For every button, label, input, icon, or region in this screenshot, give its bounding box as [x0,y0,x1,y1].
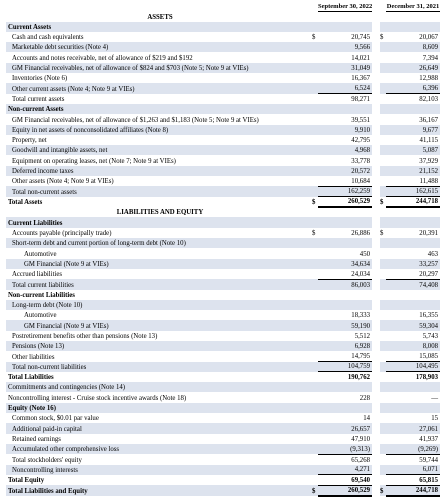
value-prior: 6,071 [386,465,440,475]
row-label: Total Liabilities [8,374,54,382]
value-current: 33,778 [351,157,370,165]
value-prior: 16,355 [419,312,438,320]
value-prior: 162,615 [386,186,440,196]
value-current: 9,910 [318,125,372,135]
value-prior: — [431,394,438,402]
section-title-row [6,207,440,217]
value-current: 65,268 [318,454,372,464]
value-prior [386,290,440,300]
row-label: Inventories (Note 6) [12,75,68,83]
row-label: Marketable debt securities (Note 4) [6,42,312,52]
column-gap [372,176,380,186]
column-gap [372,362,380,372]
column-gap [372,217,380,227]
line-item-row [6,372,440,382]
line-item-row [6,42,440,52]
column-gap [372,94,380,104]
value-current [318,238,372,248]
line-item-row [6,73,440,83]
line-item-row [6,238,440,248]
value-current: 104,759 [318,362,372,372]
value-prior: 6,396 [386,83,440,93]
value-prior: 82,103 [386,94,440,104]
row-label: Total Equity [8,477,45,485]
column-gap [372,372,380,382]
value-prior: 26,649 [386,63,440,73]
row-label: Goodwill and intangible assets, net [6,145,312,155]
value-current: 26,886 [351,230,370,238]
value-prior: 20,067 [419,34,438,42]
value-prior: (9,269) [386,444,440,454]
value-current [318,382,372,392]
value-prior: 59,744 [386,454,440,464]
row-label: Total Liabilities and Equity [6,485,312,496]
column-gap [372,485,380,496]
value-prior: 8,008 [386,341,440,351]
currency-symbol: $ [312,34,316,42]
column-gap [372,403,380,413]
row-label: Accrued liabilities [12,271,63,279]
row-label: Pensions (Note 13) [6,341,312,351]
column-gap [372,114,380,124]
column-gap [372,290,380,300]
row-label: GM Financial (Note 9 at VIEs) [6,259,312,269]
column-gap [372,155,380,165]
column-gap [372,434,380,444]
value-current [318,290,372,300]
column-gap [372,454,380,464]
value-current: 86,003 [318,279,372,289]
value-current: (9,313) [318,444,372,454]
value-prior: 41,115 [419,137,438,145]
value-prior: 178,903 [386,372,440,382]
column-header-row [6,1,440,11]
value-current: 4,968 [318,145,372,155]
section-header-row [6,217,440,227]
row-label: Automotive [24,250,57,258]
row-label: Short-term debt and current portion of long-term debt (Note 10) [6,238,312,248]
column-gap [372,73,380,83]
row-label: Noncontrolling interest - Cruise stock incentive awards (Note 18) [8,394,187,402]
value-prior: 59,304 [386,320,440,330]
column-gap [372,11,380,21]
column-gap [372,423,380,433]
value-current [318,217,372,227]
value-prior: 244,718 [386,197,440,208]
line-item-row [6,351,440,361]
value-prior: 15,085 [419,353,438,361]
column-gap [372,83,380,93]
line-item-row [6,259,440,269]
value-prior [386,300,440,310]
value-prior [386,382,440,392]
column-gap [372,145,380,155]
value-prior: 65,815 [386,475,440,485]
value-current: 39,551 [351,116,370,124]
line-item-row [6,362,440,372]
value-current: 26,657 [318,423,372,433]
value-current: 260,529 [318,197,372,208]
value-prior [386,217,440,227]
currency-symbol: $ [312,230,316,238]
row-label: ASSETS [147,13,173,21]
value-prior: 244,718 [386,485,440,496]
value-current: 20,745 [351,34,370,42]
value-current: 98,271 [318,94,372,104]
line-item-row [6,94,440,104]
line-item-row [6,186,440,196]
row-label: Total current assets [12,95,65,103]
line-item-row [6,52,440,62]
row-label: Common stock, $0.01 par value [12,415,99,423]
line-item-row [6,114,440,124]
section-title-row [6,11,440,21]
value-prior [386,207,440,217]
line-item-row [6,413,440,423]
column-gap [372,341,380,351]
value-prior: 5,743 [422,333,438,340]
column-gap [372,228,380,238]
value-prior: 12,988 [419,75,438,83]
row-label: Other liabilities [12,353,55,361]
column-gap [372,32,380,42]
value-prior [386,104,440,114]
section-header-row [6,403,440,413]
line-item-row [6,197,440,208]
line-item-row [6,320,440,330]
value-current [318,403,372,413]
column-gap [372,320,380,330]
line-item-row [6,269,440,279]
line-item-row [6,444,440,454]
value-prior: 15 [431,415,438,423]
section-header-row [6,22,440,32]
value-current: 59,190 [318,320,372,330]
line-item-row [6,465,440,475]
line-item-row [6,166,440,176]
row-label: Other current assets (Note 4; Note 9 at VIEs) [6,83,312,93]
value-prior: 5,087 [386,145,440,155]
value-prior: 463 [427,250,438,258]
column-gap [372,248,380,258]
column-gap [372,166,380,176]
value-prior: 20,391 [419,230,438,238]
line-item-row [6,135,440,145]
column-gap [372,259,380,269]
row-label: Current Assets [6,22,312,32]
value-prior: 33,257 [386,259,440,269]
row-label: Total current liabilities [6,279,312,289]
column-gap [372,392,380,402]
value-current: 42,795 [351,137,370,145]
column-gap [372,351,380,361]
value-prior [386,11,440,21]
row-label: Total Assets [8,199,43,207]
row-label: Total non-current liabilities [6,362,312,372]
section-header-row [6,104,440,114]
line-item-row [6,63,440,73]
column-gap [372,207,380,217]
row-label: Total non-current assets [6,186,312,196]
value-current [318,11,372,21]
value-prior: 11,488 [419,177,438,185]
row-label: Accumulated other comprehensive loss [6,444,312,454]
column-gap [372,238,380,248]
value-current: 20,572 [318,166,372,176]
line-item-row [6,176,440,186]
column-header-current: September 30, 2022 [318,2,372,10]
column-gap [372,197,380,208]
row-label: GM Financial receivables, net of allowance of $1,263 and $1,183 (Note 5; Note 9 at VIEs) [12,116,259,124]
row-label: GM Financial (Note 9 at VIEs) [6,320,312,330]
row-label: Deferred income taxes [6,166,312,176]
value-prior: 36,167 [419,116,438,124]
value-current: 450 [359,250,370,258]
line-item-row [6,454,440,464]
column-gap [372,269,380,279]
column-gap [372,63,380,73]
column-gap [372,382,380,392]
line-item-row [6,485,440,496]
currency-symbol: $ [380,34,384,42]
value-current: 69,540 [318,475,372,485]
value-current: 10,684 [351,177,370,185]
column-gap [372,279,380,289]
value-current: 9,566 [318,42,372,52]
column-gap [372,52,380,62]
value-current: 34,634 [318,259,372,269]
value-prior: 27,061 [386,423,440,433]
value-prior [386,22,440,32]
value-current: 14 [363,415,370,423]
row-label: Other assets (Note 4; Note 9 at VIEs) [12,178,114,186]
row-label: Non-current Liabilities [8,291,75,299]
value-current: 4,271 [318,465,372,475]
row-label: LIABILITIES AND EQUITY [116,209,204,217]
row-label: Equipment on operating leases, net (Note 7; Note 9 at VIEs) [12,157,176,165]
value-current: 190,762 [318,372,372,382]
value-prior [386,403,440,413]
value-current [318,22,372,32]
line-item-row [6,32,440,42]
line-item-row [6,475,440,485]
line-item-row [6,248,440,258]
line-item-row [6,145,440,155]
value-current: 47,910 [351,435,370,443]
value-prior: 20,297 [419,270,438,278]
value-current: 6,928 [318,341,372,351]
line-item-row [6,155,440,165]
value-current: 228 [359,394,370,402]
currency-symbol: $ [380,230,384,238]
column-header-prior: December 31, 2021 [386,2,440,10]
column-gap [372,135,380,145]
row-label: Accounts payable (principally trade) [12,230,112,238]
value-current: 14,021 [351,54,370,62]
column-gap [372,310,380,320]
value-current: 31,049 [318,63,372,73]
value-prior: 9,677 [386,125,440,135]
column-gap [372,42,380,52]
column-gap [372,413,380,423]
value-current: 14,795 [351,353,370,361]
row-label: Total stockholders' equity [12,456,82,464]
column-gap [372,125,380,135]
value-prior: 74,408 [386,279,440,289]
value-current: 24,034 [351,270,370,278]
column-gap [372,22,380,32]
row-label: Equity (Note 16) [6,403,312,413]
row-label: Noncontrolling interests [6,465,312,475]
row-label: GM Financial receivables, net of allowance of $824 and $703 (Note 5; Note 9 at VIEs) [6,63,312,73]
line-item-row [6,279,440,289]
line-item-row [6,423,440,433]
line-item-row [6,228,440,238]
value-current: 5,512 [354,333,370,340]
row-label: Commitments and contingencies (Note 14) [6,382,312,392]
row-label: Postretirement benefits other than pensions (Note 13) [12,333,158,340]
column-gap [372,465,380,475]
row-label: Long-term debt (Note 10) [6,300,312,310]
column-gap [372,300,380,310]
currency-symbol: $ [380,485,386,496]
line-item-row [6,434,440,444]
line-item-row [6,300,440,310]
value-prior: 8,609 [386,42,440,52]
row-label: Non-current Assets [6,104,312,114]
column-gap [372,444,380,454]
value-current: 16,367 [351,75,370,83]
line-item-row [6,382,440,392]
value-current: 18,333 [351,312,370,320]
currency-symbol: $ [312,485,318,496]
row-label: Cash and cash equivalents [12,34,84,42]
value-current: 6,524 [318,83,372,93]
value-current [318,104,372,114]
value-current: 260,529 [318,485,372,496]
line-item-row [6,310,440,320]
line-item-row [6,341,440,351]
line-item-row [6,331,440,341]
currency-symbol: $ [312,199,316,207]
value-prior: 7,394 [422,54,438,62]
currency-symbol: $ [380,199,384,207]
row-label: Current Liabilities [6,217,312,227]
balance-sheet-table [6,1,440,497]
row-label: Property, net [12,137,47,145]
column-gap [372,331,380,341]
value-prior [386,238,440,248]
line-item-row [6,125,440,135]
column-gap [372,104,380,114]
column-gap [372,186,380,196]
value-current: 162,259 [318,186,372,196]
row-label: Equity in net assets of nonconsolidated affiliates (Note 8) [6,125,312,135]
value-current [318,207,372,217]
line-item-row [6,83,440,93]
row-label: Automotive [24,312,57,320]
value-prior: 21,152 [386,166,440,176]
row-label: Accounts and notes receivable, net of allowance of $219 and $192 [12,54,193,62]
value-prior: 104,495 [386,362,440,372]
column-gap [372,475,380,485]
row-label: Additional paid-in capital [6,423,312,433]
value-current [318,300,372,310]
value-prior: 41,937 [419,435,438,443]
section-header-row [6,290,440,300]
line-item-row [6,392,440,402]
row-label: Retained earnings [12,435,61,443]
value-prior: 37,929 [419,157,438,165]
